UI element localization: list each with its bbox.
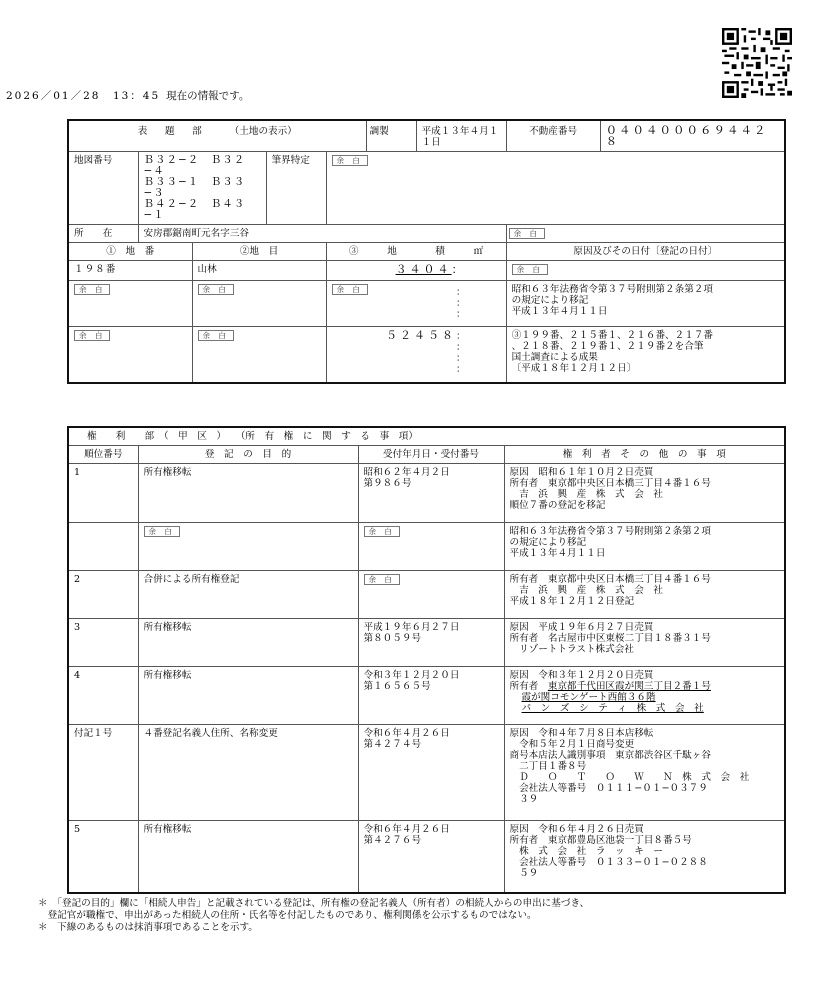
jiko-value: 原因 令和６年４月２６日売買 所有者 東京都豊島区池袋一丁目８番５号 株 式 会 社 ラ ッ キ ー 会社法人等番号 ０１３３−０１−０２８８ ５９: [504, 821, 785, 893]
footnote-2: ＊ 下線のあるものは抹消事項であることを示す。: [38, 922, 258, 933]
col-cause-header: 原因及びその日付〔登記の日付〕: [506, 243, 785, 261]
qr-code-icon: [722, 28, 792, 98]
chiseki-dots: ： ： ：: [455, 287, 466, 320]
chiseki-dots: ： ： ：: [455, 342, 466, 375]
table-row: [68, 821, 785, 893]
junni-value: [68, 523, 138, 571]
chizu-label: 地図番号: [68, 152, 138, 225]
cause-value: [506, 261, 785, 281]
table-row: [68, 281, 785, 327]
chiseki-value: ５２４５８： ： ： ：: [326, 327, 506, 383]
table-row: [68, 619, 785, 667]
jiko-line: [510, 703, 780, 714]
col-chiseki-header: ③ 地 積 ㎡: [326, 243, 506, 261]
col-chiban-header: ① 地 番: [68, 243, 192, 261]
yohaku-stamp: 余 白: [364, 526, 400, 537]
col-jiko-header: 権 利 者 そ の 他 の 事 項: [504, 446, 785, 464]
jiko-line: [510, 692, 780, 703]
chiban-value: １９８番: [68, 261, 192, 281]
mokuteki-value: 所有権移転: [138, 619, 358, 667]
jiko-line: [510, 681, 780, 692]
uketsuke-value: [358, 523, 504, 571]
col-chimoku-header: ②地 目: [192, 243, 326, 261]
hikkai-value: [326, 152, 785, 225]
chiseki-amount: ３４０４: [395, 263, 452, 276]
yohaku-stamp: 余 白: [332, 284, 368, 295]
yohaku-stamp: 余 白: [332, 155, 368, 166]
chiseki-value: [326, 281, 506, 327]
uketsuke-value: 平成１９年６月２７日 第８０５９号: [358, 619, 504, 667]
yohaku-stamp: 余 白: [144, 526, 180, 537]
yohaku-stamp: 余 白: [74, 330, 110, 341]
jiko-company-struck: パ ン ズ シ テ ィ 株 式 会 社: [521, 703, 704, 714]
yohaku-stamp: 余 白: [198, 330, 234, 341]
cause-value: 昭和６３年法務省令第３７号附則第２条第２項 の規定により移記 平成１３年４月１１日: [506, 281, 785, 327]
chizu-value: Ｂ３２−２ Ｂ３２−４ Ｂ３３−１ Ｂ３３−３ Ｂ４２−２ Ｂ４３−１: [138, 152, 266, 225]
col-mokuteki-header: 登 記 の 目 的: [138, 446, 358, 464]
chosei-value: 平成１３年４月１１日: [416, 120, 506, 152]
jiko-value: 昭和６３年法務省令第３７号附則第２条第２項 の規定により移記 平成１３年４月１１日: [504, 523, 785, 571]
yohaku-stamp: 余 白: [509, 228, 545, 239]
hyodai-title: 表 題 部: [137, 126, 206, 137]
col-junni-header: 順位番号: [68, 446, 138, 464]
shozai-cause: [506, 225, 785, 243]
junni-value: 2: [68, 571, 138, 619]
jiko-line: 原因 令和３年１２月２０日売買: [509, 670, 654, 681]
cause-value: ③１９９番、２１５番１、２１６番、２１７番 、２１８番、２１９番１、２１９番２を合筆 国土調査による成果 〔平成１８年１２月１２日〕: [506, 327, 785, 383]
fudosan-number: ０４０４０００６９４４２８: [600, 120, 785, 152]
col-uketsuke-header: 受付年月日・受付番号: [358, 446, 504, 464]
chiseki-value: ３４０４：: [326, 261, 506, 281]
table-row: [68, 327, 785, 383]
hyodai-title-cell: [68, 120, 366, 152]
mokuteki-value: ４番登記名義人住所、名称変更: [138, 725, 358, 821]
chosei-label: [366, 120, 416, 152]
chiban-value: [68, 327, 192, 383]
junni-value: 3: [68, 619, 138, 667]
timestamp: [6, 88, 249, 103]
yohaku-stamp: 余 白: [74, 284, 110, 295]
jiko-value: 原因 昭和６１年１０月２日売買 所有者 東京都中央区日本橋三丁目４番１６号 吉 浜 興 産 株 式 会 社 順位７番の登記を移記: [504, 464, 785, 523]
jiko-value: 原因 令和４年７月８日本店移転 令和５年２月１日商号変更 商号本店法人識別事項 東京都渋谷区千駄ヶ谷 二丁目１番８号 Ｄ Ｏ Ｔ Ｏ Ｗ Ｎ 株 式 会 社 会社法人等番号 ０１１１−０１−０３７９ ３９: [504, 725, 785, 821]
jiko-value: [504, 667, 785, 725]
table-row: [68, 725, 785, 821]
yohaku-stamp: 余 白: [512, 264, 548, 275]
chosei-label-text: 調製: [369, 126, 389, 137]
yohaku-stamp: 余 白: [198, 284, 234, 295]
chimoku-value: [192, 327, 326, 383]
table-row: [68, 571, 785, 619]
mokuteki-value: 所有権移転: [138, 464, 358, 523]
shozai-label: 所 在: [68, 225, 138, 243]
jiko-building-struck: 霞が関コモンゲート西館３６階: [521, 692, 656, 703]
junni-value: 付記１号: [68, 725, 138, 821]
uketsuke-value: 昭和６２年４月２日 第９８６号: [358, 464, 504, 523]
uketsuke-value: 令和６年４月２６日 第４２７４号: [358, 725, 504, 821]
shozai-value: 安房郡鋸南町元名字三谷: [138, 225, 506, 243]
junni-value: 5: [68, 821, 138, 893]
table-row: [68, 523, 785, 571]
table-row: [68, 464, 785, 523]
chimoku-value: [192, 281, 326, 327]
chiban-value: [68, 281, 192, 327]
hyodai-table: [67, 119, 786, 384]
yohaku-stamp: 余 白: [364, 574, 400, 585]
junni-value: 1: [68, 464, 138, 523]
mokuteki-value: 合併による所有権登記: [138, 571, 358, 619]
uketsuke-value: 令和６年４月２６日 第４２７６号: [358, 821, 504, 893]
chimoku-value: 山林: [192, 261, 326, 281]
timestamp-message: 現在の情報です。: [166, 90, 250, 102]
mokuteki-value: 所有権移転: [138, 821, 358, 893]
jiko-value: 原因 平成１９年６月２７日売買 所有者 名古屋市中区東桜二丁目１８番３１号 リゾートトラスト株式会社: [504, 619, 785, 667]
jiko-address-struck: 東京都千代田区霞が関三丁目２番１号: [547, 681, 711, 692]
uketsuke-value: [358, 571, 504, 619]
timestamp-value: 2026／01／28 13：45: [6, 90, 161, 102]
fudosan-label: 不動産番号: [506, 120, 600, 152]
chiseki-amount: ５２４５８: [385, 329, 456, 342]
mokuteki-value: 所有権移転: [138, 667, 358, 725]
jiko-value: 所有者 東京都中央区日本橋三丁目４番１６号 吉 浜 興 産 株 式 会 社 平成１８年１２月１２日登記: [504, 571, 785, 619]
table-row: [68, 261, 785, 281]
hikkai-label: 筆界特定: [266, 152, 326, 225]
footnotes: [38, 898, 808, 934]
mokuteki-value: [138, 523, 358, 571]
footnote-1: ＊ 「登記の目的」欄に「相続人申告」と記載されている登記は、所有権の登記名義人（所有者）の相続人からの申出に基づき、 登記官が職権で、申出があった相続人の住所・氏名等を付記したものであり、権利関係を公示するものではない。: [38, 898, 590, 921]
hyodai-subtitle: （土地の表示）: [234, 126, 297, 137]
junni-value: 4: [68, 667, 138, 725]
uketsuke-value: 令和３年１２月２０日 第１６５６５号: [358, 667, 504, 725]
kenri-table: [67, 426, 786, 894]
kenri-title: 権 利 部 （ 甲 区 ） （所 有 権 に 関 す る 事 項）: [68, 427, 785, 446]
jiko-owner-label: 所有者: [509, 681, 548, 692]
table-row: [68, 667, 785, 725]
